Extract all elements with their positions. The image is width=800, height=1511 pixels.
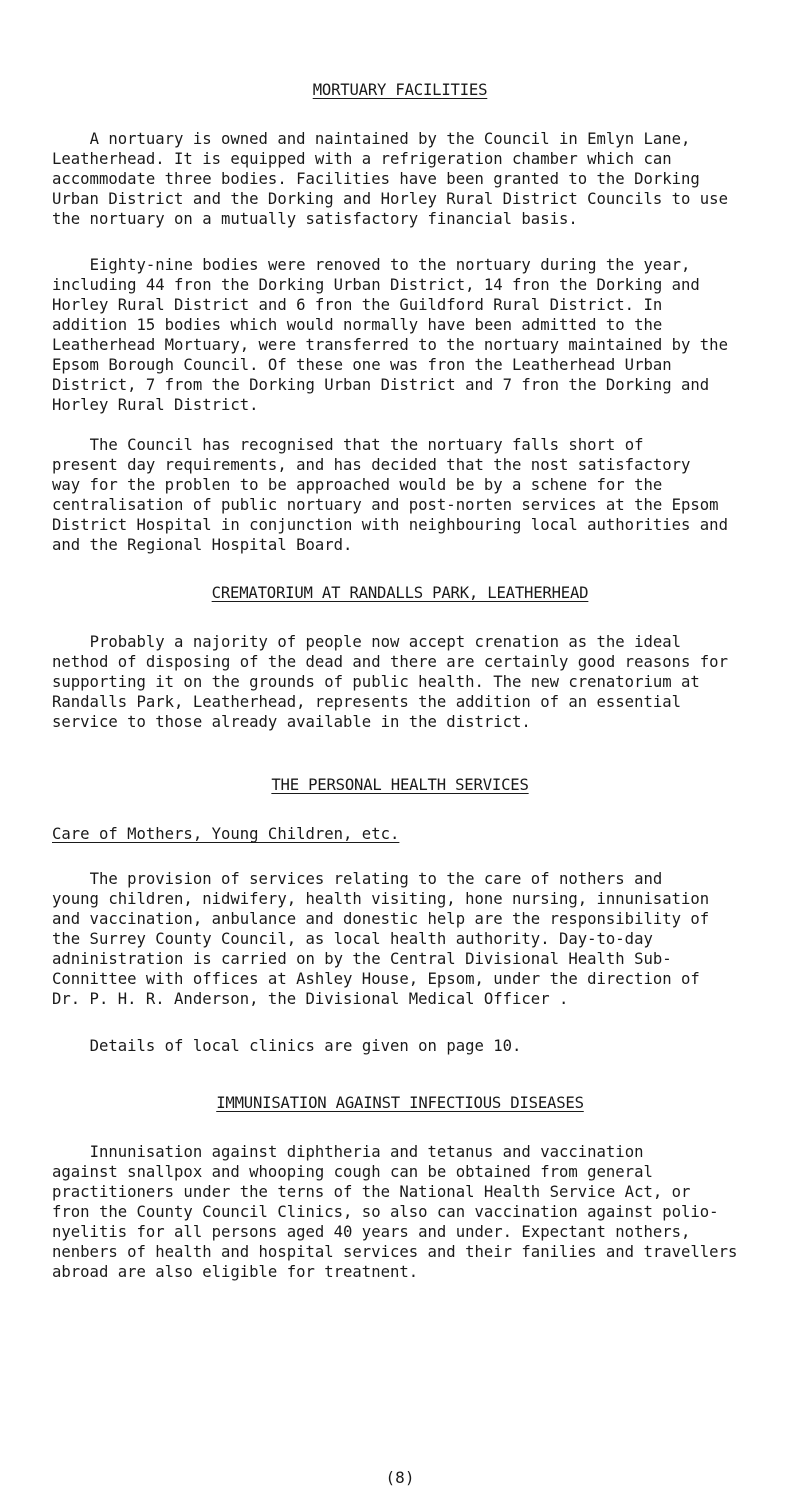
care-of-mothers-subheading: Care of Mothers, Young Children, etc. [52,825,400,843]
mortuary-paragraph-1: A nortuary is owned and naintained by the Council in Emlyn Lane, Leatherhead. It is equipped with a refrigeration chamber which can accommodate three bodies. Facilities have been granted to the Dorking Urban District and the Dorking and Horley Rural District Councils to use the nortuary on a mutually satisfactory financial basis. [52,130,728,228]
personal-health-paragraph-2: Details of local clinics are given on page 10. [52,1037,522,1055]
mortuary-heading: MORTUARY FACILITIES [312,81,488,99]
mortuary-paragraph-3: The Council has recognised that the nortuary falls short of present day requirements, and has decided that the nost satisfactory way for the problen to be approached would be by a schene for the centralisation of public nortuary and post-norten services at the Epsom District Hospital in conjunction with neighbouring local authorities and and the Regional Hospital Board. [52,436,728,554]
page-number: (8) [385,1468,415,1487]
personal-health-heading: THE PERSONAL HEALTH SERVICES [271,776,529,794]
immunisation-paragraph-1: Innunisation against diphtheria and tetanus and vaccination against snallpox and whooping cough can be obtained from general practitioners under the terns of the National Health Service Act, or fron the County Council Clinics, so also can vaccination against polio- nyelitis for all persons aged 40 years and under. Expectant nothers, nenbers of health and hospital services and their fanilies and travellers abroad are also eligible for treatnent. [52,1143,738,1281]
immunisation-heading: IMMUNISATION AGAINST INFECTIOUS DISEASES [216,1094,584,1112]
personal-health-paragraph-1: The provision of services relating to the care of nothers and young children, nidwifery, health visiting, hone nursing, innunisation and vaccination, anbulance and donestic help are the responsibility of the Surrey County Council, as local health authority. Day-to-day adninistration is carried on by the Central Divisional Health Sub- Connittee with offices at Ashley House, Epsom, under the direction of Dr. P. H. R. Anderson, the Divisional Medical Officer . [52,870,710,1008]
crematorium-paragraph-1: Probably a najority of people now accept crenation as the ideal nethod of disposing of the dead and there are certainly good reasons for supporting it on the grounds of public health. The new crenatorium at Randalls Park, Leatherhead, represents the addition of an essential service to those already available in the district. [52,633,728,731]
mortuary-paragraph-2: Eighty-nine bodies were renoved to the nortuary during the year, including 44 fron the Dorking Urban District, 14 fron the Dorking and Horley Rural District and 6 fron the Guildford Rural District. In addition 15 bodies which would normally have been admitted to the Leatherhead Mortuary, were transferred to the nortuary maintained by the Epsom Borough Council. Of these one was fron the Leatherhead Urban District, 7 from the Dorking Urban District and 7 fron the Dorking and Horley Rural District. [52,256,728,414]
crematorium-heading: CREMATORIUM AT RANDALLS PARK, LEATHERHEAD [211,584,589,602]
